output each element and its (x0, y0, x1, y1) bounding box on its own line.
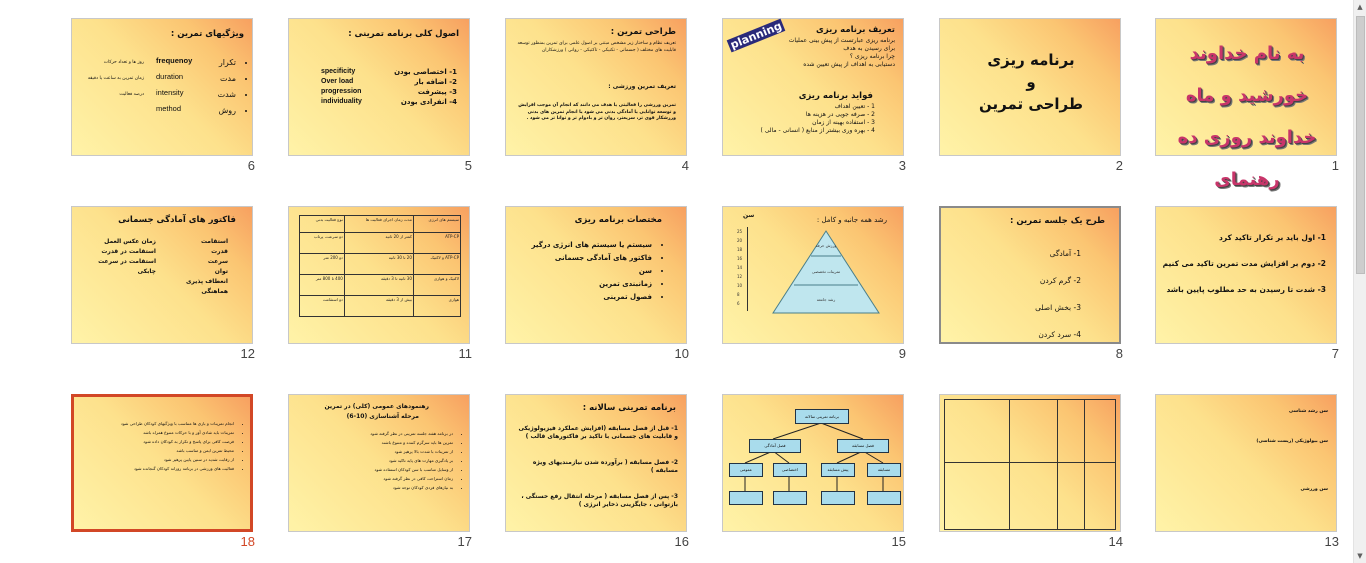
table-caption (940, 395, 941, 396)
slide-4[interactable] (505, 18, 687, 156)
vertical-scrollbar[interactable] (1353, 0, 1366, 563)
table-cell: دو استقامت (300, 296, 345, 317)
slide-number: 9 (898, 346, 906, 361)
axis-tick: 10 (737, 283, 743, 288)
property-fa: • تکرار (218, 55, 236, 71)
principle-fa: 4- انفرادی بودن (400, 98, 457, 106)
slide-number: 15 (891, 534, 906, 549)
planning-wordart: planning (728, 19, 784, 52)
slide-number: 12 (240, 346, 255, 361)
list-item: سن رشد شناسی (1289, 409, 1328, 414)
list-item: 1- آمادگی (1049, 249, 1081, 258)
list-item: • زمانبندی تمرین (532, 278, 653, 291)
slide-number: 10 (674, 346, 689, 361)
list-item: • فرصت کافی برای پاسخ و تکرار به کودکان داده شود (78, 437, 234, 446)
property-en: intensity (156, 88, 184, 97)
slide-thumbnail-18[interactable] (71, 394, 255, 549)
slide-1[interactable] (1155, 18, 1337, 190)
slide-17[interactable] (288, 394, 470, 532)
pyramid-tier: رشد جامعه (816, 297, 836, 302)
factor: چابکی (137, 268, 156, 275)
diagram-leaf-box (867, 491, 901, 505)
text-line: چرا برنامه ریزی ؟ (849, 53, 895, 60)
list-item: 4- سرد کردن (1038, 330, 1081, 339)
list-item: • فعالیت های ورزشی در برنامه روزانه کودکان گنجانده شود (78, 464, 234, 473)
table-row (300, 275, 461, 296)
list-item: • به نیازهای فردی کودکان توجه شود (295, 483, 453, 492)
table-cell: 400 تا 800 متر (300, 275, 345, 296)
column-header: سیستم های انرژی (413, 216, 460, 233)
table-cell: دو 200 متر (300, 254, 345, 275)
axis-tick: 6 (737, 301, 740, 306)
slide-thumbnail-9[interactable] (722, 206, 906, 361)
energy-table (299, 215, 461, 317)
slide-title-line2: و (1026, 73, 1036, 91)
slide-thumbnail-7[interactable] (1155, 206, 1339, 361)
slide-number: 17 (457, 534, 472, 549)
text-line: برنامه ریزی عبارتست از پیش بینی عملیات (788, 37, 895, 44)
slide-number: 2 (1115, 158, 1123, 173)
diagram-leaf: پیش مسابقه (821, 463, 855, 477)
slide-18[interactable] (71, 394, 253, 532)
list-item: • فاکتور های آمادگی جسمانی (532, 252, 653, 265)
axis-tick: 25 (737, 229, 743, 234)
factor: استقامت (200, 238, 228, 245)
principle-en: Over load (321, 78, 354, 85)
factor: سرعت (207, 258, 228, 265)
list-item: • در برنامه هفته جلسه تمرینی در نظر گرفته شود (295, 429, 453, 438)
slide-11[interactable] (288, 206, 470, 344)
slide-number: 5 (464, 158, 472, 173)
slide-title-line1: برنامه ریزی (987, 51, 1075, 69)
axis-line (747, 227, 748, 311)
axis-label: سن (743, 212, 755, 219)
list-item: سن بیولوژیکی (زیست شناسی) (1256, 439, 1328, 444)
slide-subtitle: فواید برنامه ریزی (798, 91, 873, 101)
axis-tick: 8 (737, 292, 740, 297)
list-item: • محیط تمرین ایمن و مناسب باشد (78, 446, 234, 455)
slide-thumbnail-2[interactable] (939, 18, 1123, 173)
slide-9[interactable] (722, 206, 904, 344)
factor: زمان عکس العمل (104, 238, 156, 245)
table-cell: ATP-CP و لاکتیک (413, 254, 460, 275)
slide-subtitle: مرحله آشناسازی (10-6) (346, 413, 419, 420)
factor: قدرت (211, 248, 228, 255)
slide-thumbnail-14[interactable] (939, 394, 1123, 549)
table-cell: لاکتیک و هوازی (413, 275, 460, 296)
principle-en: specificity (321, 68, 356, 75)
list-item: 3 - استفاده بهینه از زمان (812, 119, 875, 126)
factor: توان (214, 268, 228, 275)
principle-fa: 3- پیشرفت (417, 88, 457, 96)
slide-thumbnail-4[interactable] (505, 18, 689, 173)
slide-thumbnail-13[interactable] (1155, 394, 1339, 549)
slide-number: 1 (1331, 158, 1339, 173)
slide-title: فاکتور های آمادگی جسمانی (118, 215, 236, 225)
property-fa: • روش (218, 103, 236, 119)
diagram-root-node: برنامه تمرینی سالانه (795, 409, 849, 424)
text-line: 2- دوم بر افزایش مدت تمرین تاکید می کنیم (1162, 259, 1326, 268)
slide-number: 13 (1324, 534, 1339, 549)
property-note: زمان تمرین به ساعت یا دقیقه (87, 76, 144, 81)
list-item: • سن (532, 265, 653, 278)
diagram-leaf: اختصاصی (773, 463, 807, 477)
slide-16[interactable] (505, 394, 687, 532)
principle-fa: 2- اضافه بار (414, 78, 457, 86)
slide-thumbnail-6[interactable] (71, 18, 255, 173)
list-item: 3- پس از فصل مسابقه ( مرحله انتقال رفع خستگی ، بازتوانی ، جایگزینی ذخایر انرژی ) (521, 493, 678, 508)
slide-6[interactable] (71, 18, 253, 156)
property-en: method (156, 104, 182, 113)
slide-title: رشد همه جانبه و کامل : (816, 216, 887, 224)
text-line: برای رسیدن به هدف (843, 45, 895, 52)
axis-tick: 12 (737, 274, 743, 279)
principle-fa: 1- اختصاصی بودن (394, 68, 457, 76)
list-item: • بر یادگیری مهارت های پایه تاکید شود (295, 456, 453, 465)
principle-en: progression (321, 88, 362, 95)
slide-number: 3 (898, 158, 906, 173)
list-item: • تمرینات باید شادی آور و با حرکات متنوع همراه باشد (78, 428, 234, 437)
list-item: 4 - بهره وری بیشتر از منابع ( انسانی - مالی ) (760, 127, 875, 134)
diagram-leaf-box (821, 491, 855, 505)
factor: استقامت در قدرت (101, 248, 156, 255)
column-header: مدت زمان اجرای فعالیت ها (344, 216, 413, 233)
slide-title: اصول کلی برنامه تمرینی : (348, 29, 459, 39)
list-item: • فصول تمرینی (532, 291, 653, 304)
calligraphy-art: به نام خداوند خورشید و ماه خداوند روزی ده رهنمای (1177, 43, 1317, 190)
slide-12[interactable] (71, 206, 253, 344)
column-header: نوع فعالیت بدنی (300, 216, 345, 233)
slide-title: رهنمودهای عمومی (کلی) در تمرین (324, 403, 429, 410)
slide-thumbnail-12[interactable] (71, 206, 255, 361)
slide-number: 7 (1331, 346, 1339, 361)
list-item: • تمرین ها باید سرگرم کننده و متنوع باشند (295, 438, 453, 447)
property-en: duration (156, 72, 184, 81)
factor: هماهنگی (201, 288, 228, 295)
list-item: سن ورزشی (1300, 487, 1328, 492)
slide-thumbnail-3[interactable] (722, 18, 906, 173)
slide-number: 16 (674, 534, 689, 549)
axis-tick: 18 (737, 247, 743, 252)
axis-tick: 14 (737, 265, 743, 270)
slide-7[interactable] (1155, 206, 1337, 344)
property-note: روز ها و تعداد حرکات (103, 60, 144, 65)
table-cell: دو سرعت، پرتاب (300, 233, 345, 254)
slide-title: طراحی تمرین : (610, 27, 676, 37)
slide-thumbnail-17[interactable] (288, 394, 472, 549)
principle-en: individuality (321, 98, 362, 105)
diagram-leaf-box (729, 491, 763, 505)
slide-10[interactable] (505, 206, 687, 344)
diagram-node: فصل آمادگی (749, 439, 801, 453)
text-line: دستیابی به اهداف از پیش تعیین شده (803, 61, 895, 68)
table-cell: 20 تا 30 ثانیه (344, 254, 413, 275)
table-cell: ATP-CP (413, 233, 460, 254)
pyramid-tier: تمرینات تخصصی (811, 269, 841, 274)
slide-2[interactable] (939, 18, 1121, 156)
slide-thumbnail-16[interactable] (505, 394, 689, 549)
slide-title: طرح یک جلسه تمرین : (1010, 216, 1105, 226)
slide-subtitle: تعریف تمرین ورزشی : (608, 83, 676, 90)
paragraph: تمرین ورزشی را فعالیتی یا هدف می دانند که انجام آن موجب افزایش و توسعه توانایی یا آمادگی بدنی می شود یا انجام تمرین های بدنی ورزشکار قوی تر، سریعتر، روان تر و بادوام تر و توانا تر می شود . (518, 103, 676, 121)
list-item: • زمان استراحت کافی در نظر گرفته شود (295, 474, 453, 483)
list-item: • انجام تمرینات و بازی ها متناسب با ویژگیهای کودکان طراحی شود (78, 419, 234, 428)
table-header (300, 216, 461, 233)
table-cell: کمتر از 20 ثانیه (344, 233, 413, 254)
diagram-node: فصل مسابقه (837, 439, 889, 453)
slide-thumbnail-8[interactable] (939, 206, 1123, 361)
list-item: • از تمرینات با شدت بالا پرهیز شود (295, 447, 453, 456)
table-cell: هوازی (413, 296, 460, 317)
axis-tick: 20 (737, 238, 743, 243)
list-item: 2 - صرفه جویی در هزینه ها (805, 111, 875, 118)
slide-thumbnail-5[interactable] (288, 18, 472, 173)
text-line: 1- اول باید بر تکرار تاکید کرد (1219, 233, 1326, 242)
factor: استقامت در سرعت (98, 258, 156, 265)
slide-3[interactable] (722, 18, 904, 156)
slide-number: 8 (1115, 346, 1123, 361)
table-cell: بیش از 3 دقیقه (344, 296, 413, 317)
scroll-down-icon[interactable]: ▼ (1357, 552, 1363, 560)
slide-thumbnail-1[interactable] (1155, 18, 1339, 190)
property-fa: • مدت (218, 71, 236, 87)
factor: انعطاف پذیری (185, 278, 228, 285)
paragraph: تعریف نظام و ساختار زیر مشخص مبتنی بر اصول علمی برای تمرین بمنظور توسعه قابلیت های مختلف ( جسمانی - تکنیکی - تاکتیکی - روانی ) ورزشکاران (517, 41, 676, 53)
list-item: 2- فصل مسابقه ( برآورده شدن نیازمندیهای ویژه مسابقه ) (532, 459, 678, 474)
slide-14[interactable] (939, 394, 1121, 532)
diagram-leaf: مسابقه (867, 463, 901, 477)
schedule-table (944, 399, 1116, 530)
property-en: frequenoy (156, 56, 193, 65)
table-row (300, 254, 461, 275)
slide-number: 18 (240, 534, 255, 549)
slide-15[interactable] (722, 394, 904, 532)
scroll-up-icon[interactable]: ▲ (1357, 3, 1363, 11)
slide-title-line3: طراحی تمرین (979, 95, 1083, 113)
list-item: • از رقابت شدید در سنین پایین پرهیز شود (78, 455, 234, 464)
table-row (300, 233, 461, 254)
text-line: 3- شدت تا رسیدن به حد مطلوب پایین باشد (1166, 285, 1326, 294)
slide-13[interactable] (1155, 394, 1337, 532)
list-item: 1 - تعیین اهداف (834, 103, 875, 110)
scrollbar-thumb[interactable] (1356, 16, 1365, 274)
slide-title: تعریف برنامه ریزی (816, 25, 895, 35)
slide-5[interactable] (288, 18, 470, 156)
slide-8[interactable] (939, 206, 1121, 344)
axis-tick: 16 (737, 256, 743, 261)
slide-thumbnail-15[interactable] (722, 394, 906, 549)
slide-title: مختصات برنامه ریزی (574, 215, 662, 225)
slide-title: برنامه تمرینی سالانه : (582, 403, 676, 413)
list-item: 3- بخش اصلی (1035, 303, 1081, 312)
pyramid-tier: ورزش حرفه (815, 243, 837, 248)
diagram-leaf-box (773, 491, 807, 505)
list-item: • سیستم یا سیستم های انرژی درگیر (532, 239, 653, 252)
property-fa: • شدت (218, 87, 236, 103)
table-cell: 30 ثانیه تا 3 دقیقه (344, 275, 413, 296)
table-row (300, 296, 461, 317)
property-note: درصد فعالیت (119, 92, 144, 97)
slide-number: 4 (681, 158, 689, 173)
list-item: 1- قبل از فصل مسابقه (افزایش عملکرد فیزیولوژیکی و قابلیت های جسمانی با تاکید بر فاکتورهای قالب ) (518, 425, 678, 440)
slide-title: ویژگیهای تمرین : (170, 29, 244, 39)
slide-thumbnail-11[interactable] (288, 206, 472, 361)
list-item: • از وسایل مناسب با سن کودکان استفاده شود (295, 465, 453, 474)
slide-number: 6 (247, 158, 255, 173)
slide-number: 14 (1108, 534, 1123, 549)
diagram-leaf: عمومی (729, 463, 763, 477)
slide-thumbnail-10[interactable] (505, 206, 689, 361)
slide-number: 11 (458, 346, 472, 361)
list-item: 2- گرم کردن (1039, 276, 1081, 285)
